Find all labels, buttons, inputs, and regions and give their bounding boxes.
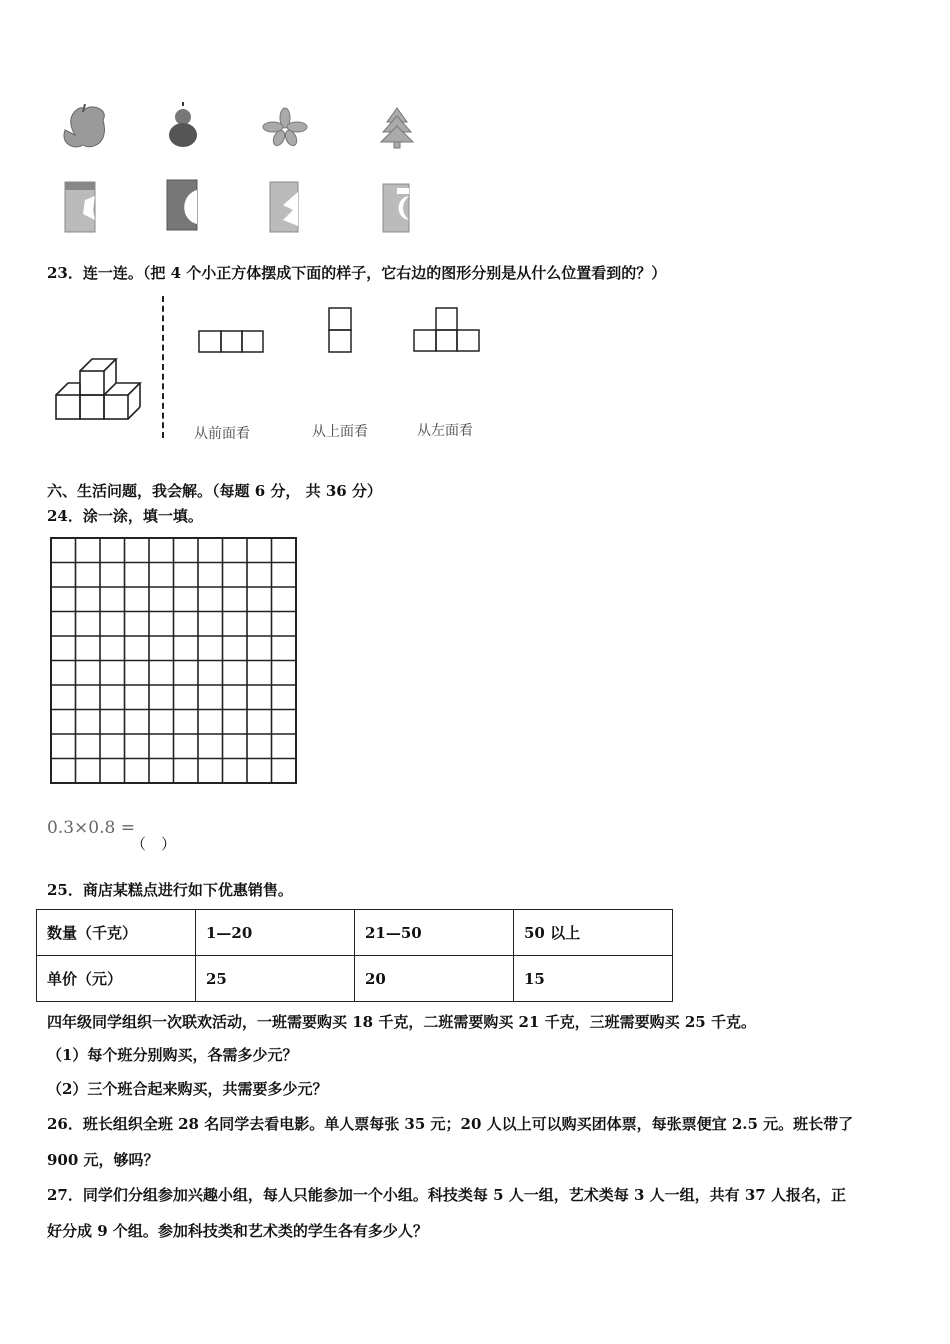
formula: 0.3×0.8 = <box>47 818 135 838</box>
table-cell: 21—50 <box>355 910 514 956</box>
view-label-left: 从左面看 <box>417 423 473 439</box>
gourd-icon <box>169 102 197 147</box>
cube-stack-figure <box>48 295 168 440</box>
tree-icon <box>381 108 413 148</box>
flower-icon <box>263 108 307 147</box>
q24-title: 24．涂一涂，填一填。 <box>47 507 203 525</box>
front-view-figure <box>198 330 266 358</box>
section-6-title: 六、生活问题，我会解。（每题 6 分， 共 36 分） <box>47 482 382 500</box>
q25-text: 四年级同学组织一次联欢活动，一班需要购买 18 千克，二班需要购买 21 千克，三班需要购买 25 千克。 <box>47 1013 756 1031</box>
q25-title: 25．商店某糕点进行如下优惠销售。 <box>47 881 293 899</box>
price-table <box>36 909 673 1002</box>
table-cell: 单价（元） <box>37 956 196 1002</box>
table-cell: 50 以上 <box>514 910 673 956</box>
table-cell: 数量（千克） <box>37 910 196 956</box>
cutout-card-4 <box>383 184 409 232</box>
q23-title: 23．连一连。（把 4 个小正方体摆成下面的样子，它右边的图形分别是从什么位置看到的？） <box>47 264 667 282</box>
top-view-figure <box>328 307 354 359</box>
q27-line2: 好分成 9 个组。参加科技类和艺术类的学生各有多少人？ <box>47 1222 428 1240</box>
q25-sub1: （1）每个班分别购买，各需多少元？ <box>47 1046 298 1064</box>
table-row <box>37 910 673 956</box>
table-cell: 20 <box>355 956 514 1002</box>
cutout-card-3 <box>270 182 298 232</box>
apple-icon <box>64 104 104 147</box>
dashed-divider <box>162 296 164 438</box>
q26-line1: 26．班长组织全班 28 名同学去看电影。单人票每张 35 元；20 人以上可以购买团体票，每张票便宜 2.5 元。班长带了 <box>47 1115 854 1133</box>
answer-blank[interactable]: （ ） <box>131 835 177 853</box>
table-row <box>37 956 673 1002</box>
q26-line2: 900 元，够吗？ <box>47 1151 159 1169</box>
cutout-card-1 <box>65 182 95 232</box>
q25-sub2: （2）三个班合起来购买，共需要多少元？ <box>47 1080 328 1098</box>
view-label-front: 从前面看 <box>194 426 250 442</box>
q27-line1: 27．同学们分组参加兴趣小组，每人只能参加一个小组。科技类每 5 人一组，艺术类每 3 人一组，共有 37 人报名，正 <box>47 1186 846 1204</box>
table-cell: 1—20 <box>196 910 355 956</box>
left-view-figure <box>413 307 483 357</box>
table-cell: 25 <box>196 956 355 1002</box>
cutout-card-2 <box>167 180 197 230</box>
hundred-grid <box>50 537 300 791</box>
shape-images <box>55 100 435 240</box>
table-cell: 15 <box>514 956 673 1002</box>
view-label-top: 从上面看 <box>312 424 368 440</box>
